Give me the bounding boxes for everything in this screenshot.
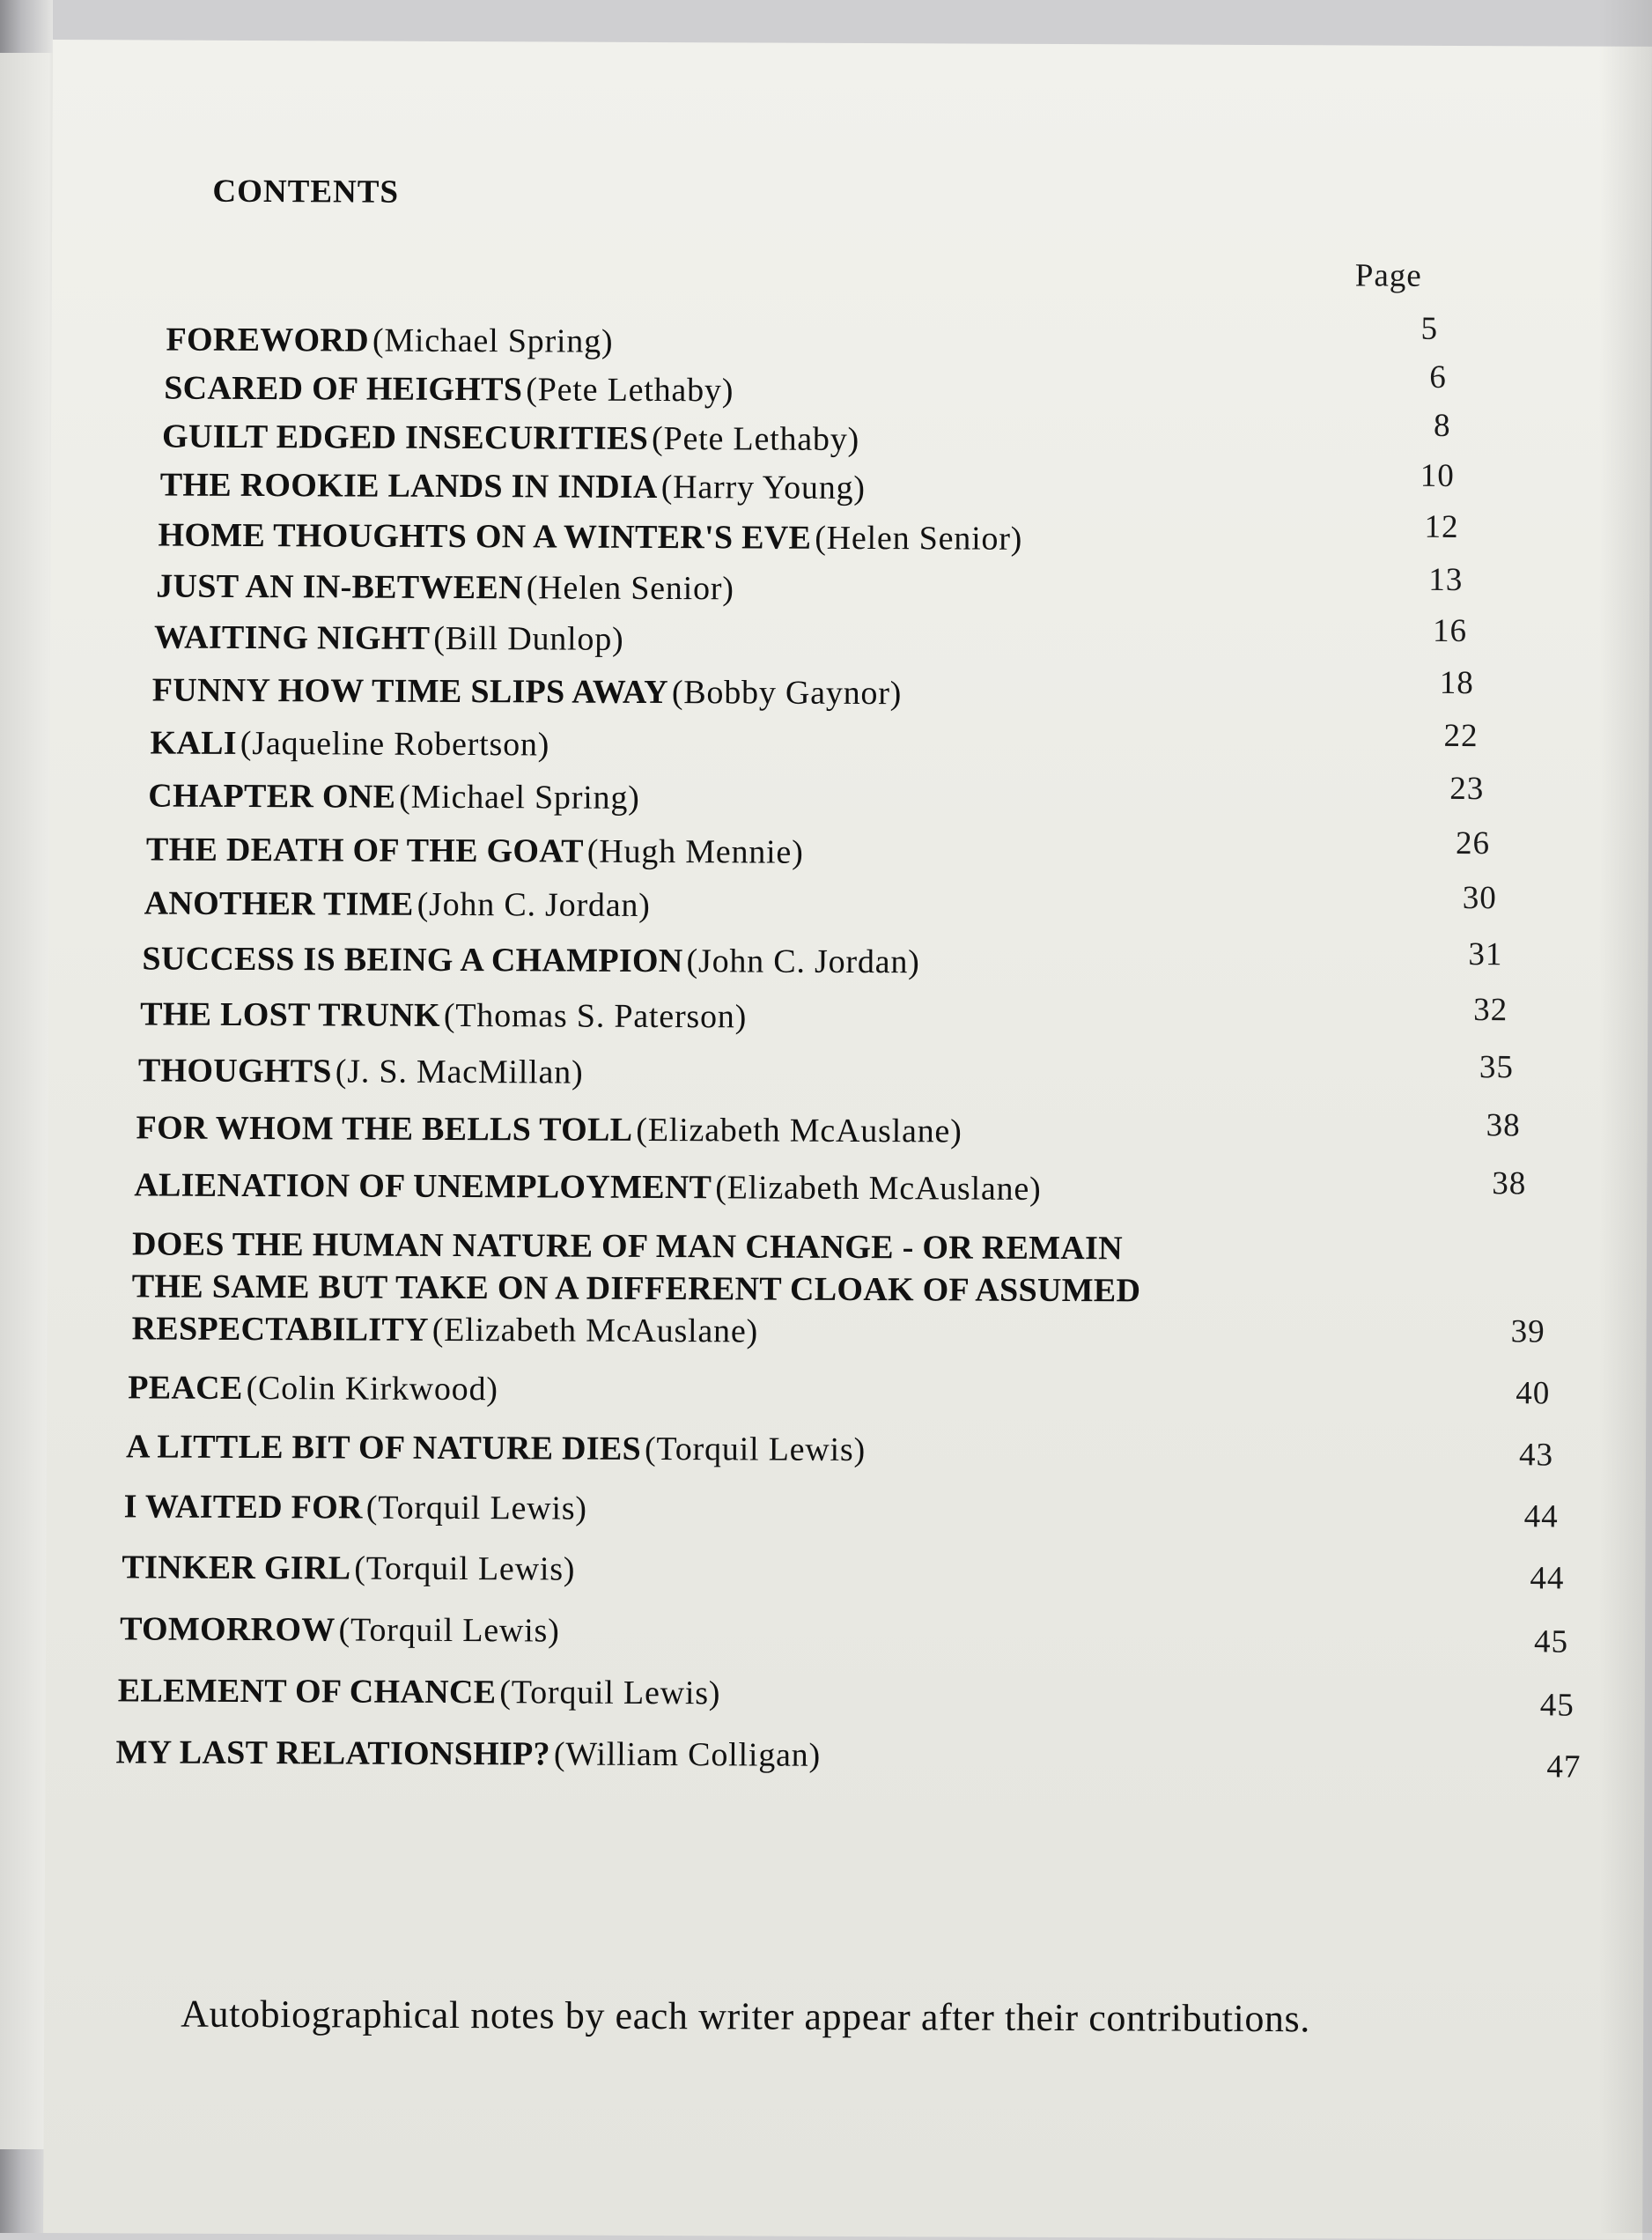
entry-page-number: 18 xyxy=(1439,664,1474,702)
contents-entry-foreword xyxy=(166,321,613,361)
entry-page-number: 16 xyxy=(1432,612,1468,650)
entry-author: (Elizabeth McAuslane) xyxy=(431,1311,759,1350)
contents-entry xyxy=(144,883,651,925)
entry-author: (Thomas S. Paterson) xyxy=(443,996,748,1036)
entry-author: (Helen Senior) xyxy=(815,519,1023,558)
entry-title: THE ROOKIE LANDS IN INDIA xyxy=(159,466,658,506)
entry-title: THOUGHTS xyxy=(137,1052,332,1090)
contents-entry xyxy=(142,939,919,981)
entry-page-number: 10 xyxy=(1420,457,1455,494)
entry-title: TINKER GIRL xyxy=(122,1549,351,1587)
contents-entry xyxy=(162,418,859,459)
entry-author: (William Colligan) xyxy=(553,1735,822,1774)
contents-entry xyxy=(126,1427,866,1469)
entry-page-number: 31 xyxy=(1468,936,1503,973)
entry-author: (Bobby Gaynor) xyxy=(671,674,903,713)
entry-author: (Michael Spring) xyxy=(372,322,614,360)
entry-title: FOREWORD xyxy=(166,321,370,359)
entry-title: FOR WHOM THE BELLS TOLL xyxy=(136,1109,633,1149)
entry-page-number: 32 xyxy=(1473,992,1508,1029)
entry-author: (John C. Jordan) xyxy=(417,885,651,924)
entry-title: PEACE xyxy=(128,1369,243,1407)
entry-page-number: 38 xyxy=(1492,1165,1527,1202)
entry-title: ANOTHER TIME xyxy=(144,884,414,923)
contents-entry xyxy=(115,1733,821,1774)
contents-entry xyxy=(118,1671,721,1712)
entry-author: (Pete Lethaby) xyxy=(526,371,734,410)
entry-title: TOMORROW xyxy=(120,1610,336,1649)
entry-page-number: 30 xyxy=(1462,879,1497,917)
entry-title-line-3: RESPECTABILITY xyxy=(131,1310,429,1349)
contents-entry xyxy=(154,618,624,659)
entry-title: MY LAST RELATIONSHIP? xyxy=(115,1734,550,1773)
right-edge-shadow xyxy=(1599,0,1652,2233)
entry-page-number: 26 xyxy=(1455,824,1491,862)
entry-title: GUILT EDGED INSECURITIES xyxy=(161,418,649,457)
entry-title-line-1: DOES THE HUMAN NATURE OF MAN CHANGE - OR REMAIN xyxy=(131,1225,1124,1268)
entry-author: (Torquil Lewis) xyxy=(644,1430,867,1469)
entry-page-number: 13 xyxy=(1428,561,1464,598)
entry-title: ELEMENT OF CHANCE xyxy=(117,1672,497,1711)
entry-page-number: 6 xyxy=(1429,359,1447,396)
entry-page-number: 44 xyxy=(1530,1560,1565,1597)
page-title: CONTENTS xyxy=(212,173,400,211)
entry-author: (Jaqueline Robertson) xyxy=(240,724,550,764)
entry-title-line-2: THE SAME BUT TAKE ON A DIFFERENT CLOAK OF ASSUMED xyxy=(131,1268,1141,1310)
page-column-label: Page xyxy=(1354,257,1422,294)
entry-author: (Elizabeth McAuslane) xyxy=(715,1169,1042,1208)
contents-entry-multiline xyxy=(131,1223,1140,1361)
entry-title: THE LOST TRUNK xyxy=(140,995,440,1034)
contents-list xyxy=(43,40,1652,2240)
entry-title: HOME THOUGHTS ON A WINTER'S EVE xyxy=(158,516,812,557)
contents-entry xyxy=(160,466,866,507)
entry-title: A LITTLE BIT OF NATURE DIES xyxy=(125,1428,642,1467)
footer-note: Autobiographical notes by each writer appear after their contributions. xyxy=(181,1992,1311,2041)
entry-page-number: 40 xyxy=(1516,1375,1551,1412)
contents-entry xyxy=(128,1368,498,1408)
entry-page-number: 12 xyxy=(1424,508,1459,545)
entry-title: JUST AN IN-BETWEEN xyxy=(156,567,523,607)
entry-page-number: 35 xyxy=(1479,1049,1515,1086)
contents-page xyxy=(43,40,1652,2240)
entry-title: I WAITED FOR xyxy=(123,1488,363,1527)
entry-author: (John C. Jordan) xyxy=(686,943,920,981)
entry-title: ALIENATION OF UNEMPLOYMENT xyxy=(134,1166,712,1207)
entry-author: (Torquil Lewis) xyxy=(365,1489,587,1527)
contents-entry xyxy=(136,1108,962,1150)
entry-author: (Colin Kirkwood) xyxy=(246,1369,498,1408)
contents-entry xyxy=(138,1051,584,1091)
entry-page-number: 38 xyxy=(1486,1107,1521,1144)
contents-entry xyxy=(164,369,734,410)
entry-page-number: 22 xyxy=(1443,717,1479,755)
entry-author: (Harry Young) xyxy=(660,469,866,507)
entry-author: (J. S. MacMillan) xyxy=(335,1053,584,1091)
entry-title: WAITING NIGHT xyxy=(153,618,431,657)
entry-page-number: 44 xyxy=(1523,1498,1559,1535)
entry-page-number: 47 xyxy=(1546,1748,1582,1785)
contents-entry xyxy=(158,516,1022,558)
entry-title: CHAPTER ONE xyxy=(148,777,396,816)
entry-author: (Bill Dunlop) xyxy=(433,619,624,658)
entry-page-number: 5 xyxy=(1420,310,1439,347)
entry-page-number: 39 xyxy=(1510,1313,1545,1350)
entry-title: SCARED OF HEIGHTS xyxy=(164,369,523,409)
entry-page-number: 45 xyxy=(1539,1687,1575,1724)
entry-author: (Torquil Lewis) xyxy=(499,1674,721,1712)
contents-entry xyxy=(124,1487,587,1527)
contents-entry xyxy=(134,1165,1041,1208)
contents-entry xyxy=(146,830,804,871)
contents-entry xyxy=(148,776,640,817)
entry-page-number: 23 xyxy=(1449,770,1485,808)
contents-entry xyxy=(156,567,734,609)
entry-author: (Michael Spring) xyxy=(399,778,640,817)
contents-entry xyxy=(150,723,549,764)
entry-author: (Torquil Lewis) xyxy=(338,1611,560,1650)
contents-entry xyxy=(120,1609,560,1650)
entry-page-number: 8 xyxy=(1434,407,1451,444)
entry-author: (Hugh Mennie) xyxy=(586,832,804,871)
entry-author: (Elizabeth McAuslane) xyxy=(636,1111,962,1150)
entry-title: THE DEATH OF THE GOAT xyxy=(145,831,584,870)
entry-title: KALI xyxy=(150,724,237,762)
contents-entry xyxy=(152,670,903,713)
entry-page-number: 45 xyxy=(1533,1623,1569,1660)
entry-author: (Torquil Lewis) xyxy=(354,1549,576,1588)
entry-page-number: 43 xyxy=(1518,1437,1554,1474)
contents-entry xyxy=(140,994,747,1036)
entry-author: (Pete Lethaby) xyxy=(652,419,860,459)
contents-entry xyxy=(122,1548,575,1588)
entry-author: (Helen Senior) xyxy=(526,569,734,608)
entry-title: SUCCESS IS BEING A CHAMPION xyxy=(142,940,683,980)
entry-title: FUNNY HOW TIME SLIPS AWAY xyxy=(151,671,668,712)
